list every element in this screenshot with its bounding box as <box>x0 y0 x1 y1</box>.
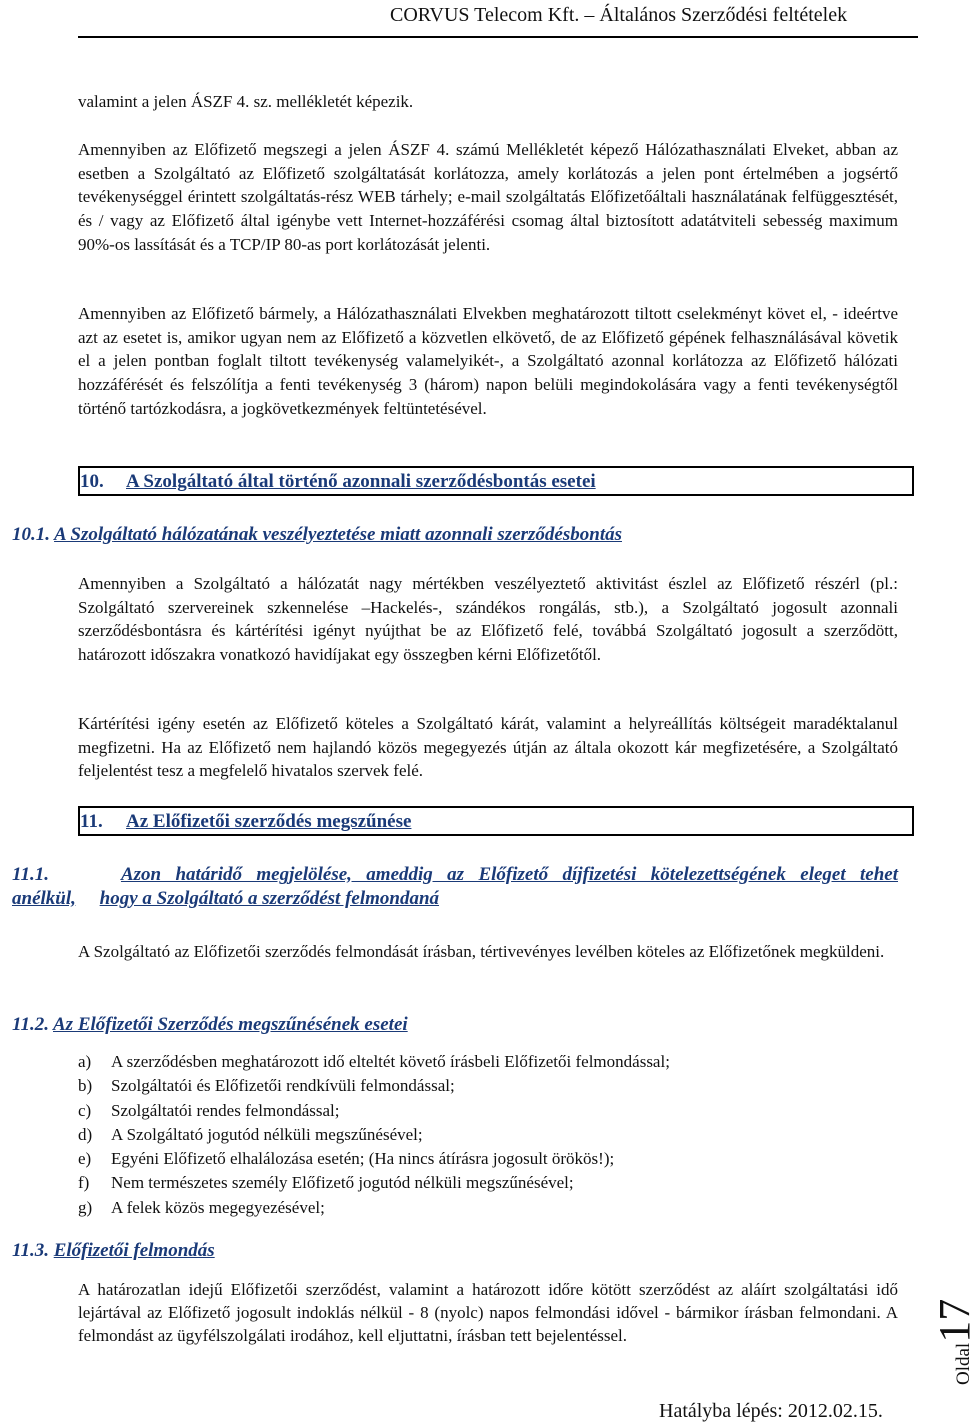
list-item: e) Egyéni Előfizető elhalálozása esetén; (Ha nincs átírásra jogosult örökös!); <box>78 1149 615 1169</box>
subsection-title-line2b: hogy a Szolgáltató a szerződést felmondaná <box>99 888 440 909</box>
page-number-value: 17 <box>930 1298 979 1343</box>
paragraph-network-threat: Amennyiben a Szolgáltató a hálózatát nagy mértékben veszélyeztető aktivitást észlel az Előfizető részérl (pl.: Szolgáltató szervereinek szkennelése –Hackelés-, szándékos rongálás, stb.), a Szolgáltató jogosult azonnali szerződésbontásra és kártérítési igényt nyújthat be az Előfizető felé, továbbá Szolgáltató jogosult a szerződött, határozott időszakra vonatkozó havidíjakat egy összegben kérni Előfizetőtől. <box>78 574 898 665</box>
subsection-number: 11.2. <box>12 1014 49 1035</box>
document-header: CORVUS Telecom Kft. – Általános Szerződési feltételek <box>390 4 848 26</box>
subsection-heading-11-1 <box>12 864 898 910</box>
page-number <box>930 1298 979 1385</box>
subsection-heading-11-2 <box>12 1014 408 1036</box>
section-title: A Szolgáltató által történő azonnali szerződésbontás esetei <box>126 471 596 492</box>
paragraph-prohibited-activity: Amennyiben az Előfizető bármely, a Hálózathasználati Elvekben meghatározott tiltott cselekményt követ el, - ideértve azt az esetet is, amikor ugyan nem az Előfizető a közvetlen elkövető, de az Előfizető gépének felhasználásával követik el a jelen pontban foglalt tiltott tevékenység valamelyikét-, a Szolgáltató azonnal korlátozza az Előfizető hálózati hozzáférését és felszólítja a fenti tevékenység 3 (három) napon belüli megindokolására vagy a fenti tevékenységtől történő tartózkodásra, a jogkövetkezmények feltüntetésével. <box>78 304 898 418</box>
list-item: f) Nem természetes személy Előfizető jogutód nélküli megszűnésével; <box>78 1173 574 1193</box>
paragraph-subscriber-termination: A határozatlan idejű Előfizetői szerződést, valamint a határozott időre kötött szerződést az aláírt szolgáltatási idő lejártával az Előfizető jogosult indoklás nélkül - 8 (nyolc) napos felmondási idővel - bármikor írásban felmondani. A felmondást az ügyfélszolgálati irodához, kell eljuttatni, írásban tett bejelentéssel. <box>78 1280 898 1345</box>
list-item: g) A felek közös megegyezésével; <box>78 1197 325 1217</box>
paragraph-damages: Kártérítési igény esetén az Előfizető köteles a Szolgáltató kárát, valamint a helyreállítás költségeit maradéktalanul megfizetni. Ha az Előfizető nem hajlandó közös megegyezés útján az általa okozott kár megfizetésére, a Szolgáltató feljelentést tesz a megfelelő hivatalos szervek felé. <box>78 714 898 781</box>
subsection-heading-10-1 <box>12 524 622 546</box>
termination-cases-list <box>78 1050 670 1220</box>
subsection-heading-11-3 <box>12 1240 215 1262</box>
subsection-title-line2a: anélkül, <box>12 888 76 909</box>
subsection-number: 11.1. <box>12 864 49 885</box>
paragraph-termination-notice: A Szolgáltató az Előfizetői szerződés felmondását írásban, tértivevényes levélben köteles az Előfizetőnek megküldeni. <box>78 942 885 961</box>
section-title: Az Előfizetői szerződés megszűnése <box>126 811 412 832</box>
list-item: a) A szerződésben meghatározott idő elteltét követő írásbeli Előfizetői felmondással; <box>78 1052 670 1071</box>
subsection-title: Előfizetői felmondás <box>53 1240 215 1261</box>
subsection-number: 10.1. <box>12 524 50 545</box>
subsection-title-line1: Azon határidő megjelölése, ameddig az Előfizető díjfizetési kötelezettségének eleget tehet <box>120 864 899 885</box>
header-divider <box>78 36 918 38</box>
list-item: b) Szolgáltatói és Előfizetői rendkívüli felmondással; <box>78 1076 455 1096</box>
section-heading-11 <box>78 806 914 836</box>
paragraph-annex-reference: valamint a jelen ÁSZF 4. sz. mellékletét képezik. <box>78 92 414 111</box>
paragraph-restriction: Amennyiben az Előfizető megszegi a jelen ÁSZF 4. számú Mellékletét képező Hálózathasználati Elveket, abban az esetben a Szolgáltató az Előfizető szolgáltatását korlátozza, amely korlátozás a jelen pont értelmében a jogsértő tevékenységgel érintett szolgáltatás-rész WEB tárhely; e-mail szolgáltatás Előfizetőáltali használatának felfüggesztését, és / vagy az Előfizető által igénybe vett Internet-hozzáférési csomag által biztosított adatátviteli sebesség maximum 90%-os lassítását és a TCP/IP 80-as port korlátozását jelenti. <box>78 140 898 254</box>
section-number: 11. <box>80 811 103 832</box>
list-item: d) A Szolgáltató jogutód nélküli megszűnésével; <box>78 1124 423 1144</box>
page-label: Oldal <box>953 1342 974 1385</box>
section-number: 10. <box>80 471 104 492</box>
subsection-title: A Szolgáltató hálózatának veszélyeztetése miatt azonnali szerződésbontás <box>54 524 622 545</box>
section-heading-10 <box>78 466 914 496</box>
effective-date: Hatályba lépés: 2012.02.15. <box>659 1400 883 1422</box>
subsection-number: 11.3. <box>12 1240 49 1261</box>
subsection-title: Az Előfizetői Szerződés megszűnésének esetei <box>53 1014 408 1035</box>
list-item: c) Szolgáltatói rendes felmondással; <box>78 1100 340 1120</box>
